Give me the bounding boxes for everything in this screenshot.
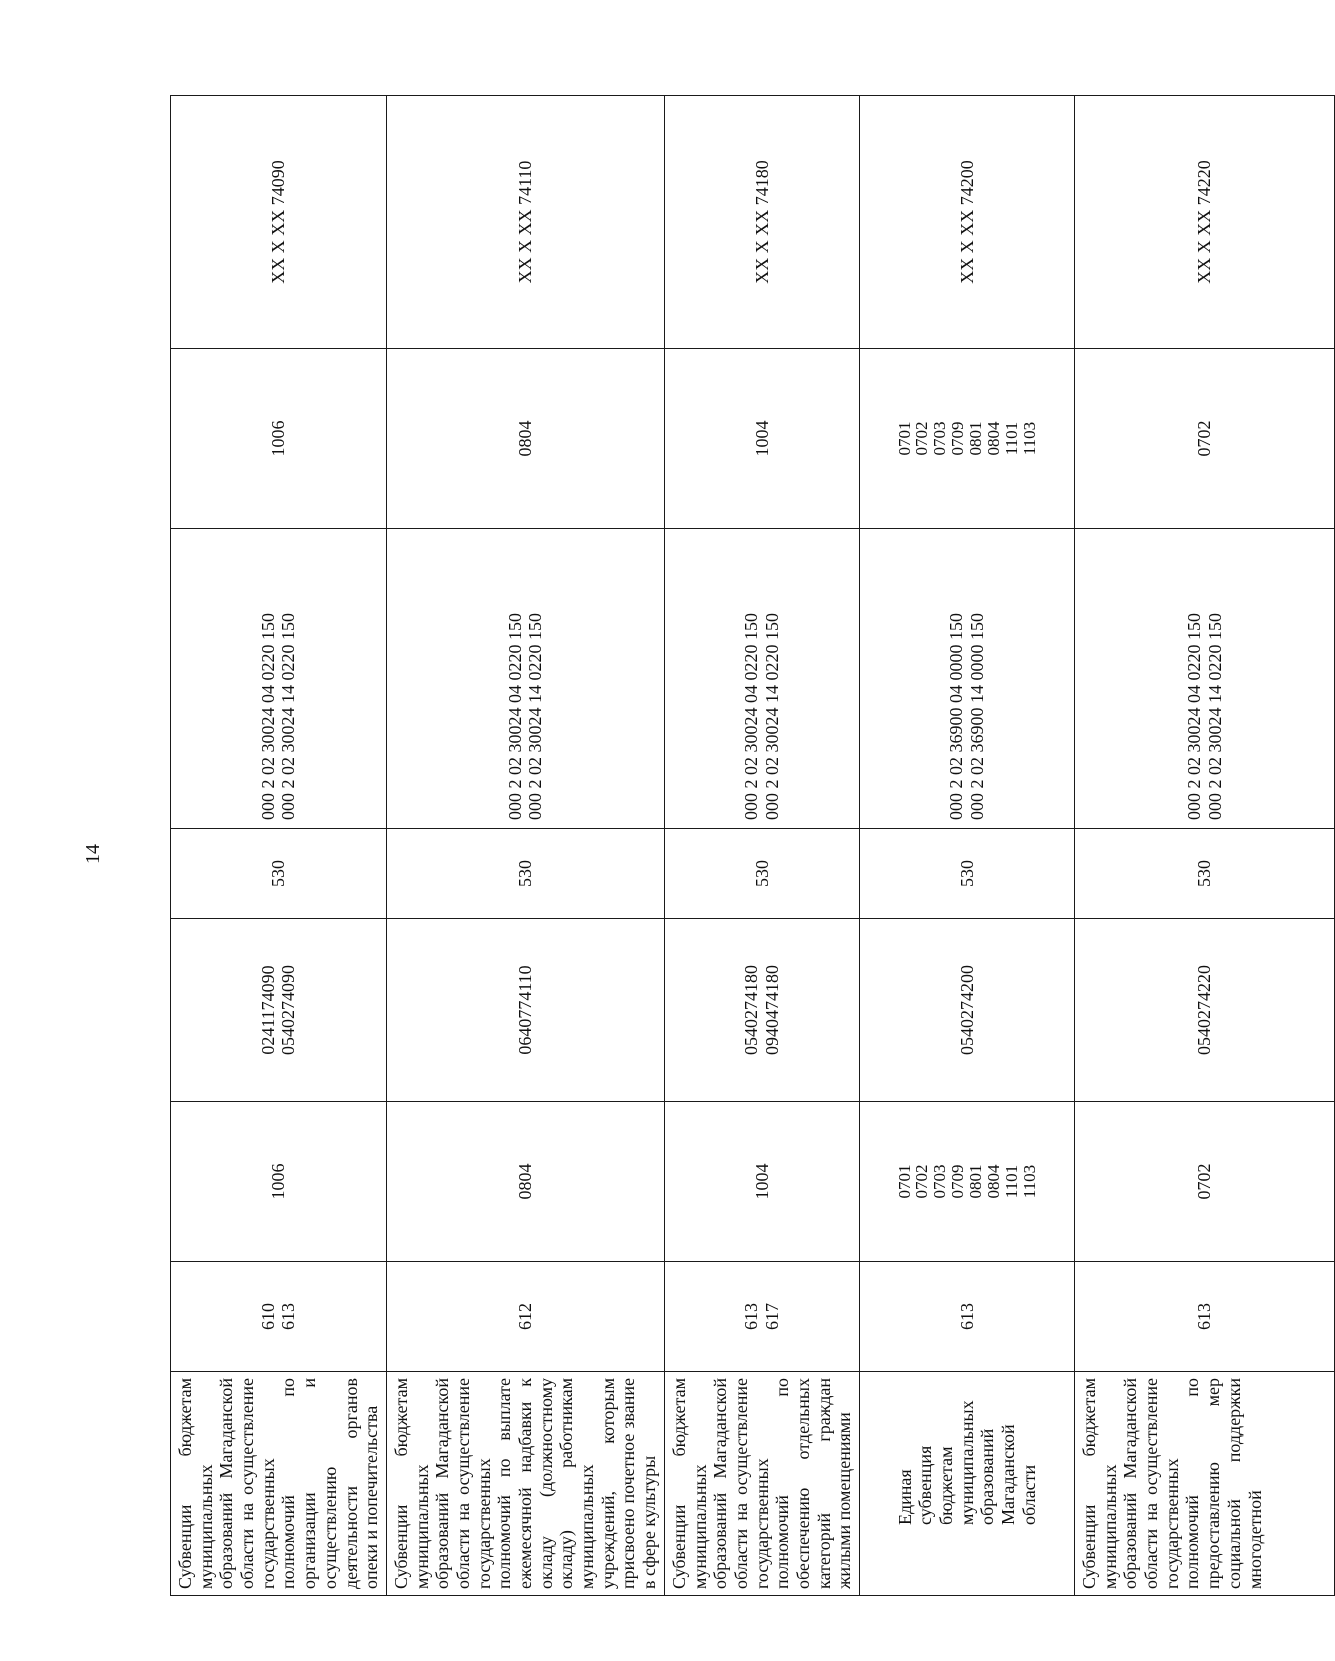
col5-cell: 530 xyxy=(1075,829,1335,919)
row-description: Субвенции бюджетам муниципальных образований Магаданской области на осуществление государственных полномочий по обеспечению отдельных категорий граждан жилыми помещениями xyxy=(664,1372,859,1596)
col3-cell: 0804 xyxy=(386,1102,664,1262)
row-description: Субвенции бюджетам муниципальных образований Магаданской области на осуществление государственных полномочий по выплате ежемесячной надбавки к окладу (должностному окладу) работникам муниципальных учреждений, которым присвоено почетное звание в сфере культуры xyxy=(386,1372,664,1596)
col4-cell: 0241174090 0540274090 xyxy=(171,919,387,1102)
table-row xyxy=(171,96,387,1596)
col8-cell: XX X XX 74200 xyxy=(860,96,1075,349)
col7-cell: 0804 xyxy=(386,349,664,529)
table-row xyxy=(860,96,1075,1596)
row-description: Единая субвенция бюджетам муниципальных образований Магаданской области xyxy=(860,1372,1075,1596)
col6-cell: 000 2 02 30024 04 0220 150 000 2 02 30024 14 0220 150 xyxy=(386,529,664,829)
col4-cell: 0540274200 xyxy=(860,919,1075,1102)
col5-cell: 530 xyxy=(386,829,664,919)
col4-cell: 0640774110 xyxy=(386,919,664,1102)
budget-classification-table xyxy=(170,96,1265,1596)
col2-cell: 610 613 xyxy=(171,1262,387,1372)
col2-cell: 613 xyxy=(860,1262,1075,1372)
col5-cell: 530 xyxy=(860,829,1075,919)
col8-cell: XX X XX 74220 xyxy=(1075,96,1335,349)
table xyxy=(170,95,1335,1596)
col2-cell: 613 617 xyxy=(664,1262,859,1372)
col7-cell: 0702 xyxy=(1075,349,1335,529)
page-number: 14 xyxy=(82,844,104,864)
col6-cell: 000 2 02 36900 04 0000 150 000 2 02 36900 14 0000 150 xyxy=(860,529,1075,829)
col7-cell: 0701 0702 0703 0709 0801 0804 1101 1103 xyxy=(860,349,1075,529)
col7-cell: 1006 xyxy=(171,349,387,529)
table-row xyxy=(1075,96,1335,1596)
col2-cell: 613 xyxy=(1075,1262,1335,1372)
row-description: Субвенции бюджетам муниципальных образований Магаданской области на осуществление государственных полномочий по организации и осуществлению деятельности органов опеки и попечительства xyxy=(171,1372,387,1596)
table-row xyxy=(664,96,859,1596)
row-description: Субвенции бюджетам муниципальных образований Магаданской области на осуществление государственных полномочий по предоставлению мер социальной поддержки многодетной xyxy=(1075,1372,1335,1596)
col4-cell: 0540274220 xyxy=(1075,919,1335,1102)
col8-cell: XX X XX 74090 xyxy=(171,96,387,349)
col3-cell: 1004 xyxy=(664,1102,859,1262)
col3-cell: 0701 0702 0703 0709 0801 0804 1101 1103 xyxy=(860,1102,1075,1262)
table-row xyxy=(386,96,664,1596)
col7-cell: 1004 xyxy=(664,349,859,529)
col2-cell: 612 xyxy=(386,1262,664,1372)
col5-cell: 530 xyxy=(664,829,859,919)
col6-cell: 000 2 02 30024 04 0220 150 000 2 02 30024 14 0220 150 xyxy=(171,529,387,829)
col5-cell: 530 xyxy=(171,829,387,919)
col8-cell: XX X XX 74180 xyxy=(664,96,859,349)
col4-cell: 0540274180 0940474180 xyxy=(664,919,859,1102)
col3-cell: 0702 xyxy=(1075,1102,1335,1262)
col3-cell: 1006 xyxy=(171,1102,387,1262)
col6-cell: 000 2 02 30024 04 0220 150 000 2 02 30024 14 0220 150 xyxy=(664,529,859,829)
col6-cell: 000 2 02 30024 04 0220 150 000 2 02 30024 14 0220 150 xyxy=(1075,529,1335,829)
col8-cell: XX X XX 74110 xyxy=(386,96,664,349)
